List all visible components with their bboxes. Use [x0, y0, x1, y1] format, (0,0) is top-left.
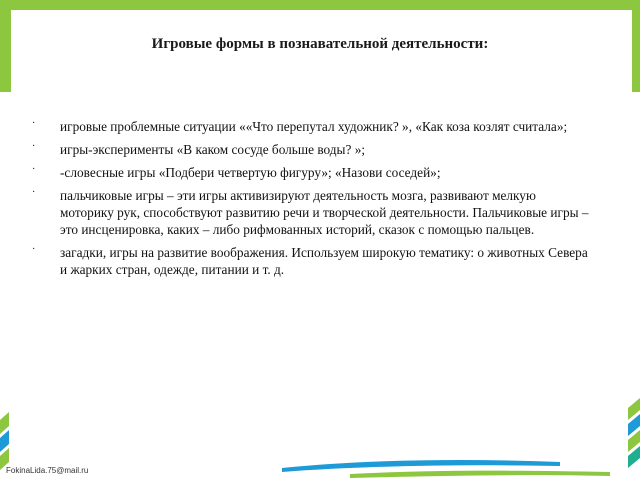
bullet-icon: ·	[32, 118, 36, 129]
bottom-right-arrows-icon	[628, 398, 640, 468]
list-item-text: загадки, игры на развитие воображения. Используем широкую тематику: о животных Севера и жарких стран, одежде, питании и т. д.	[60, 245, 588, 277]
list-item-text: -словесные игры «Подбери четвертую фигуру»; «Назови соседей»;	[60, 165, 441, 180]
list-item-text: игры-эксперименты «В каком сосуде больше воды? »;	[60, 142, 366, 157]
bottom-left-arrows-icon	[0, 412, 9, 470]
bullet-icon: ·	[32, 187, 36, 198]
bottom-green-swoosh-shape	[350, 471, 610, 478]
bullet-icon: ·	[32, 141, 36, 152]
footer-email: FokinaLida.75@mail.ru	[6, 466, 89, 475]
list-item-text: игровые проблемные ситуации ««Что перепутал художник? », «Как коза козлят считала»;	[60, 119, 568, 134]
bullet-icon: ·	[32, 244, 36, 255]
list-item-text: пальчиковые игры – эти игры активизируют деятельность мозга, развивают мелкую моторику рук, способствуют развитию речи и творческой деятельности. Пальчиковые игры – это инсценировка, каких – либо рифмованных историй, сказок с помощью пальцев.	[60, 188, 589, 237]
bullet-icon: ·	[32, 164, 36, 175]
bottom-swoosh-shape	[282, 460, 560, 472]
slide-title: Игровые формы в познавательной деятельности:	[151, 36, 489, 52]
